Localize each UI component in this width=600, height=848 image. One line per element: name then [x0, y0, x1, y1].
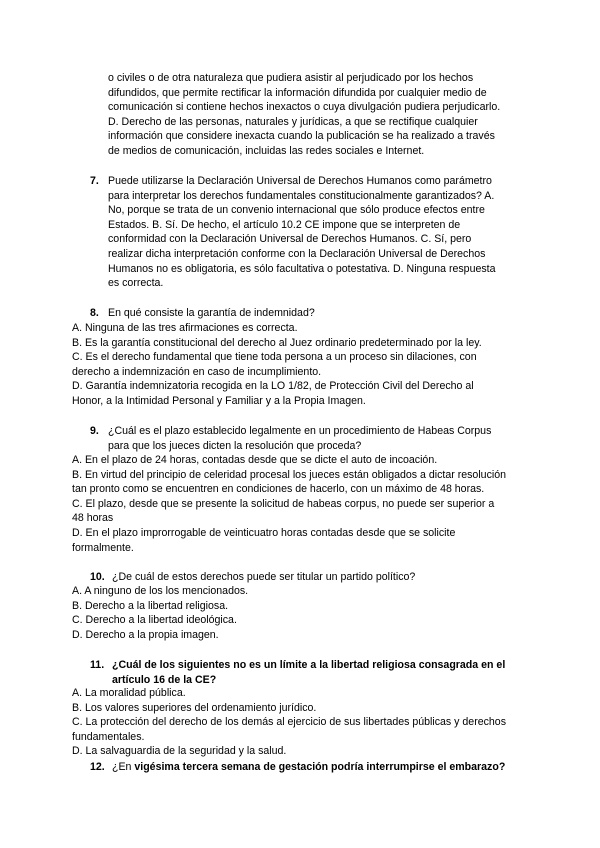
question-9 — [90, 424, 538, 453]
answer-option: B. En virtud del principio de celeridad procesal los jueces están obligados a dictar resolución — [72, 468, 507, 481]
question-text: En qué consiste la garantía de indemnidad? — [108, 307, 315, 319]
answer-option: D. Derecho a la propia imagen. — [72, 628, 219, 641]
answer-option: A. La moralidad pública. — [72, 687, 186, 699]
question-text-line: realizar dicha interpretación conforme con la Declaración Universal de Derechos — [108, 247, 486, 260]
question-12 — [90, 760, 538, 775]
answer-option: C. El plazo, desde que se presente la solicitud de habeas corpus, no puede ser superior a — [72, 497, 495, 510]
answer-option: A. En el plazo de 24 horas, contadas desde que se dicte el auto de incoación. — [72, 454, 438, 466]
answer-option: B. Derecho a la libertad religiosa. — [72, 599, 229, 612]
answer-option: C. La protección del derecho de los demás al ejercicio de sus libertades públicas y derechos — [72, 716, 506, 729]
text-line: comunicación si contiene hechos inexactos o cuya divulgación pudiera perjudicarlo. — [108, 101, 501, 114]
question-number: 8. — [90, 307, 99, 319]
question-number: 10. — [90, 571, 105, 583]
text-line: D. Derecho de las personas, naturales y jurídicas, a que se rectifique cualquier — [108, 115, 478, 128]
question-number: 12. — [90, 761, 105, 773]
previous-question-continuation — [108, 71, 548, 159]
question-text-line: para interpretar los derechos fundamentales constitucionalmente garantizados? A. — [108, 189, 495, 202]
question-text-line: conformidad con la Declaración Universal de Derechos Humanos. C. Sí, pero — [108, 233, 472, 246]
question-number: 9. — [90, 425, 99, 437]
question-text-line: ¿Cuál de los siguientes no es un límite a la libertad religiosa consagrada en el — [112, 659, 506, 671]
answer-option: C. Derecho a la libertad ideológica. — [72, 614, 237, 627]
answer-option: A. A ninguno de los los mencionados. — [72, 585, 249, 597]
question-prefix: ¿En — [112, 761, 135, 773]
question-text-line: para que los jueces dicten la resolución que proceda? — [108, 439, 362, 452]
question-text-line: es correcta. — [108, 277, 164, 290]
question-7 — [90, 174, 538, 291]
text-line: difundidos, que permite rectificar la información difundida por cualquier medio de — [108, 86, 487, 99]
question-text: ¿De cuál de estos derechos puede ser titular un partido político? — [112, 571, 416, 583]
text-line: información que considere inexacta cuando la publicación se ha realizado a través — [108, 130, 495, 143]
text-line: de medios de comunicación, incluidas las redes sociales e Internet. — [108, 144, 425, 157]
answer-option: C. Es el derecho fundamental que tiene toda persona a un proceso sin dilaciones, con — [72, 351, 477, 364]
question-text-line: Estados. B. Sí. De hecho, el artículo 10.2 CE impone que se interpreten de — [108, 218, 461, 231]
question-text-line: No, porque se trata de un convenio internacional que sólo produce efectos entre — [108, 204, 485, 217]
answer-option: D. Garantía indemnizatoria recogida en la LO 1/82, de Protección Civil del Derecho al — [72, 380, 474, 393]
question-text-line: Puede utilizarse la Declaración Universal de Derechos Humanos como parámetro — [108, 175, 492, 187]
question-number: 11. — [90, 659, 105, 671]
question-8 — [90, 306, 538, 321]
question-text-line: artículo 16 de la CE? — [112, 673, 217, 686]
question-8-options — [72, 321, 532, 409]
answer-option: tan pronto como se encuentren en condiciones de hacerlo, con un máximo de 48 horas. — [72, 483, 485, 496]
question-number: 7. — [90, 175, 99, 187]
question-text-line: Humanos no es obligatoria, es sólo facultativa o potestativa. D. Ninguna respuesta — [108, 262, 496, 275]
text-line: o civiles o de otra naturaleza que pudiera asistir al perjudicado por los hechos — [108, 72, 474, 84]
question-11 — [90, 658, 538, 687]
answer-option: Honor, a la Intimidad Personal y Familiar y a la Propia Imagen. — [72, 394, 366, 407]
answer-option: B. Los valores superiores del ordenamiento jurídico. — [72, 701, 317, 714]
question-11-options — [72, 686, 532, 759]
answer-option: fundamentales. — [72, 730, 145, 743]
question-9-options — [72, 453, 532, 555]
question-emphasis: vigésima tercera semana de gestación podría interrumpirse el embarazo? — [134, 761, 506, 773]
answer-option: derecho a indemnización en caso de incumplimiento. — [72, 365, 322, 378]
question-10 — [90, 570, 538, 585]
answer-option: B. Es la garantía constitucional del derecho al Juez ordinario predeterminado por la ley. — [72, 336, 482, 349]
answer-option: D. La salvaguardia de la seguridad y la salud. — [72, 745, 287, 758]
question-text — [108, 760, 538, 775]
question-10-options — [72, 584, 532, 642]
question-text-line: ¿Cuál es el plazo establecido legalmente en un procedimiento de Habeas Corpus — [108, 425, 492, 437]
answer-option: A. Ninguna de las tres afirmaciones es correcta. — [72, 322, 298, 334]
answer-option: 48 horas — [72, 512, 114, 525]
answer-option: D. En el plazo improrrogable de veinticuatro horas contadas desde que se solicite — [72, 526, 456, 539]
answer-option: formalmente. — [72, 541, 134, 554]
